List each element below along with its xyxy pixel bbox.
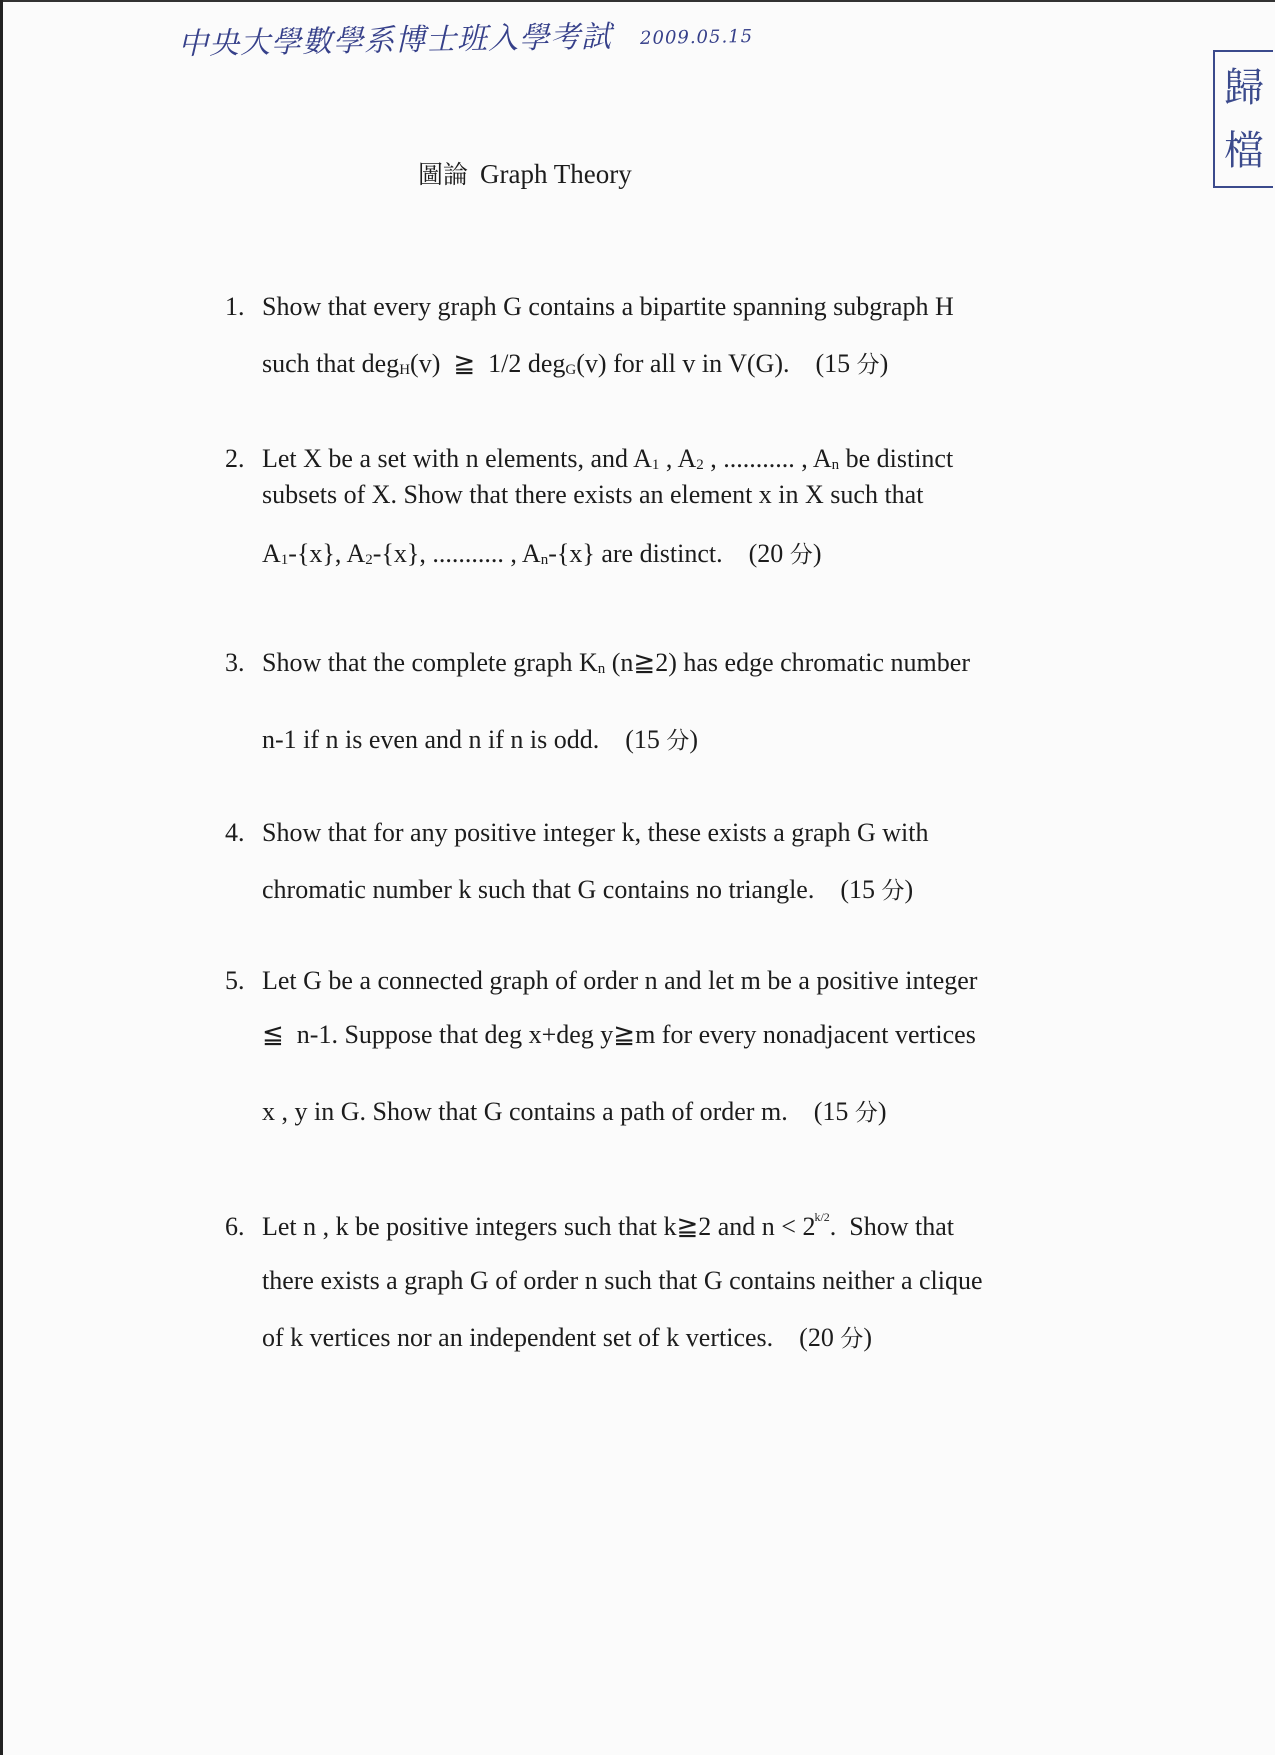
problem-number: 5. xyxy=(225,966,245,995)
problem-1-line-2: such that degH(v) ≧ 1/2 degG(v) for all v in V(G). (15 分) xyxy=(262,349,889,378)
title-zh: 圖論 xyxy=(418,160,469,189)
problem-2-line-2: subsets of X. Show that there exists an element x in X such that xyxy=(262,480,924,509)
archive-stamp xyxy=(1213,50,1273,188)
problem-2-line-1: Let X be a set with n elements, and A1 , A2 , ........... , An be distinct xyxy=(262,444,954,473)
problem-number: 4. xyxy=(225,818,245,847)
problem-3-line-1: Show that the complete graph Kn (n≧2) has edge chromatic number xyxy=(262,648,970,677)
problem-5-line-3: x , y in G. Show that G contains a path of order m. (15 分) xyxy=(262,1097,887,1126)
problem-number: 2. xyxy=(225,444,245,473)
problem-6-line-1: Let n , k be positive integers such that k≧2 and $n < 2^{k/2}$. Show that xyxy=(262,1210,955,1241)
handwritten-note-text: 中央大學數學系博士班入學考試 xyxy=(177,19,613,63)
problem-6-line-2: there exists a graph G of order n such that G contains neither a clique xyxy=(262,1266,983,1295)
title-en: Graph Theory xyxy=(480,159,632,189)
problem-3-line-2: n-1 if n is even and n if n is odd. (15 分) xyxy=(262,725,699,754)
problem-number: 1. xyxy=(225,292,245,321)
problem-4-line-2: chromatic number k such that G contains no triangle. (15 分) xyxy=(262,875,914,904)
problem-6-line-3: of k vertices nor an independent set of k vertices. (20 分) xyxy=(262,1323,872,1352)
scan-edge-top xyxy=(0,0,1275,2)
stamp-char-1: 歸 xyxy=(1224,64,1264,111)
handwritten-header xyxy=(178,9,754,63)
page-title xyxy=(418,155,632,191)
problem-number: 6. xyxy=(225,1212,245,1241)
problem-5-line-1: Let G be a connected graph of order n and let m be a positive integer xyxy=(262,966,978,995)
problem-4-line-1: Show that for any positive integer k, these exists a graph G with xyxy=(262,818,929,847)
problem-5-line-2: ≦ n-1. Suppose that deg x+deg y≧m for every nonadjacent vertices xyxy=(262,1020,976,1049)
problem-2-line-3: A1-{x}, A2-{x}, ........... , An-{x} are distinct. (20 分) xyxy=(262,539,822,568)
scan-edge-left xyxy=(0,0,3,1755)
stamp-char-2: 檔 xyxy=(1224,127,1264,174)
problem-1-line-1: Show that every graph G contains a bipartite spanning subgraph H xyxy=(262,292,954,321)
problem-number: 3. xyxy=(225,648,245,677)
handwritten-date: 2009.05.15 xyxy=(639,25,754,49)
